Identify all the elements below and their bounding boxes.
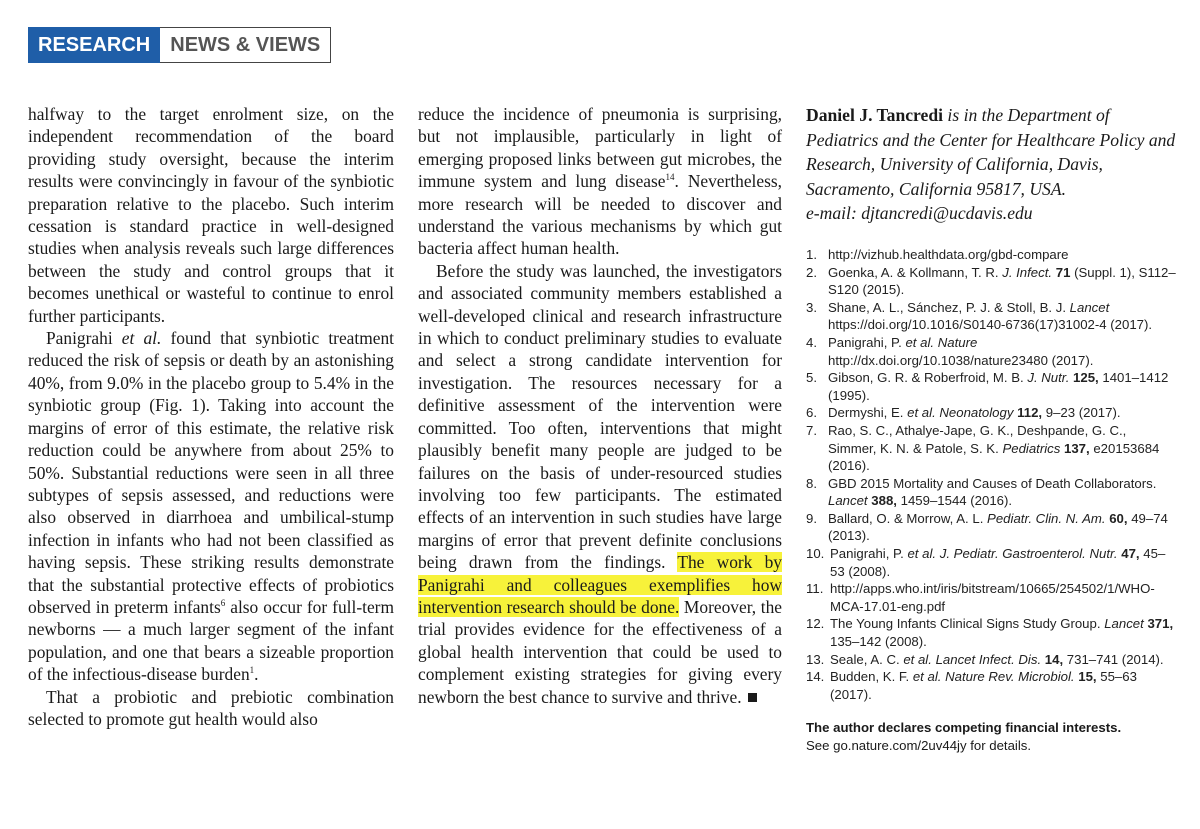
- article-column-2: [418, 103, 782, 708]
- reference-number: 11.: [806, 581, 824, 597]
- reference-number: 1.: [806, 246, 817, 262]
- author-name: Daniel J. Tancredi: [806, 105, 944, 125]
- author-affiliation: is in the Department of Pediatrics and the Center for Healthcare Policy and Research, University of California, Davis, Sacramento, California 95817, USA.: [806, 105, 1176, 199]
- reference-number: 12.: [806, 616, 825, 632]
- reference-number: 13.: [806, 651, 825, 667]
- reference-item: [806, 475, 1176, 510]
- reference-item: [806, 668, 1176, 703]
- paragraph: That a probiotic and prebiotic combination selected to promote gut health would also: [28, 686, 394, 729]
- competing-interests-details[interactable]: See go.nature.com/2uv44jy for details.: [806, 738, 1032, 753]
- end-of-article-mark: [748, 693, 757, 702]
- reference-item: [806, 299, 1176, 334]
- paragraph: halfway to the target enrolment size, on the independent recommendation of the board providing study oversight, because the interim results were convincingly in favour of the synbiotic preparation relative to the placebo. Such interim cessation is standard practice in well-designed studies when analysis reveals such large differences between the study and control groups that it becomes unethical or wasteful to continue to enrol further participants.: [28, 104, 394, 326]
- subsection-tag: NEWS & VIEWS: [160, 27, 331, 63]
- reference-number: 6.: [806, 405, 817, 421]
- reference-text[interactable]: Shane, A. L., Sánchez, P. J. & Stoll, B. J. Lancet https://doi.org/10.1016/S0140-6736(17)31002-4 (2017).: [828, 299, 1153, 333]
- reference-text[interactable]: Budden, K. F. et al. Nature Rev. Microbiol. 15, 55–63 (2017).: [830, 669, 1137, 702]
- reference-item: [806, 651, 1176, 669]
- reference-item: [806, 334, 1176, 369]
- author-info: [806, 103, 1176, 226]
- reference-item: [806, 580, 1176, 615]
- reference-number: 5.: [806, 370, 817, 386]
- reference-text[interactable]: The Young Infants Clinical Signs Study Group. Lancet 371, 135–142 (2008).: [830, 616, 1174, 650]
- highlighted-text: The work by Panigrahi and colleagues exemplifies how intervention research should be done.: [418, 552, 782, 617]
- reference-item: [806, 264, 1176, 299]
- reference-number: 2.: [806, 264, 817, 280]
- reference-number: 14.: [806, 669, 825, 685]
- author-email[interactable]: e-mail: djtancredi@ucdavis.edu: [806, 203, 1033, 224]
- reference-item: [806, 404, 1176, 422]
- competing-interests-statement: The author declares competing financial interests.: [806, 720, 1122, 736]
- reference-text[interactable]: Rao, S. C., Athalye-Jape, G. K., Deshpande, G. C., Simmer, K. N. & Patole, S. K. Pediatrics 137, e20153684 (2016).: [828, 422, 1160, 474]
- reference-text[interactable]: Gibson, G. R. & Roberfroid, M. B. J. Nutr. 125, 1401–1412 (1995).: [828, 370, 1169, 403]
- citation-superscript[interactable]: 1: [249, 665, 255, 676]
- reference-text[interactable]: Dermyshi, E. et al. Neonatology 112, 9–23 (2017).: [828, 405, 1121, 421]
- reference-number: 4.: [806, 334, 817, 350]
- reference-number: 8.: [806, 475, 817, 491]
- reference-text[interactable]: Ballard, O. & Morrow, A. L. Pediatr. Clin. N. Am. 60, 49–74 (2013).: [828, 510, 1168, 544]
- paragraph: Panigrahi et al. found that synbiotic treatment reduced the risk of sepsis or death by an astonishing 40%, from 9.0% in the placebo group to 5.4% in the synbiotic group (Fig. 1). Taking into account the margins of error of this estimate, the relative risk reduction could be anywhere from about 25% to 50%. Substantial reductions were seen in all three subtypes of sepsis assessed, and reductions were also observed in diarrhoea and umbilical-stump infection in infants who had not been classified as having sepsis. These striking results demonstrate that the substantial protective effects of probiotics observed in preterm infants$^6$ also occur for full-term newborns — a much larger segment of the infant population, and one that bears a sizeable proportion of the infectious-disease burden$^1$.: [28, 328, 394, 685]
- section-tag: RESEARCH: [28, 27, 160, 63]
- reference-text[interactable]: Goenka, A. & Kollmann, T. R. J. Infect. 71 (Suppl. 1), S112–S120 (2015).: [828, 264, 1176, 298]
- reference-text[interactable]: http://vizhub.healthdata.org/gbd-compare: [828, 246, 1069, 262]
- reference-item: [806, 510, 1176, 545]
- reference-list: [806, 246, 1176, 703]
- paragraph: reduce the incidence of pneumonia is surprising, but not implausible, particularly in light of emerging proposed links between gut microbes, the immune system and lung disease$^{14}$. Nevertheless, more research will be needed to discover and understand the various mechanisms by which gut bacteria affect human health.: [418, 104, 782, 259]
- reference-item: [806, 246, 1176, 264]
- reference-number: 3.: [806, 299, 817, 315]
- reference-text[interactable]: Panigrahi, P. et al. Nature http://dx.doi.org/10.1038/nature23480 (2017).: [828, 334, 1094, 368]
- reference-number: 10.: [806, 546, 825, 562]
- section-header: [28, 27, 331, 63]
- reference-number: 7.: [806, 422, 817, 438]
- reference-number: 9.: [806, 510, 817, 526]
- citation-superscript[interactable]: 14: [665, 172, 675, 183]
- paragraph: Before the study was launched, the investigators and associated community members established a well-developed clinical and research infrastructure in which to conduct preliminary studies to evaluate and select a strong candidate intervention for investigation. The resources necessary for a definitive assessment of the intervention were committed. Too often, interventions that might plausibly benefit many people are judged to be failures on the basis of under-resourced studies involving too few participants. The estimated effects of an intervention in such studies have large margins of error that prevent definite conclusions being drawn from the findings. The work by Panigrahi and colleagues exemplifies how intervention research should be done. Moreover, the trial provides evidence for the effectiveness of a global health intervention that could be used to complement existing strategies for giving every newborn the best chance to survive and thrive.: [418, 260, 782, 707]
- competing-interests: [806, 719, 1176, 754]
- reference-item: [806, 369, 1176, 404]
- reference-text[interactable]: Seale, A. C. et al. Lancet Infect. Dis. 14, 731–741 (2014).: [830, 651, 1164, 667]
- reference-text[interactable]: GBD 2015 Mortality and Causes of Death Collaborators. Lancet 388, 1459–1544 (2016).: [828, 475, 1157, 509]
- reference-text[interactable]: Panigrahi, P. et al. J. Pediatr. Gastroenterol. Nutr. 47, 45–53 (2008).: [830, 546, 1166, 579]
- sidebar-column: [806, 103, 1176, 755]
- article-column-1: [28, 103, 394, 730]
- citation-superscript[interactable]: 6: [220, 598, 226, 609]
- reference-item: [806, 422, 1176, 475]
- reference-item: [806, 545, 1176, 580]
- reference-item: [806, 615, 1176, 650]
- reference-text[interactable]: http://apps.who.int/iris/bitstream/10665/254502/1/WHO-MCA-17.01-eng.pdf: [830, 581, 1155, 614]
